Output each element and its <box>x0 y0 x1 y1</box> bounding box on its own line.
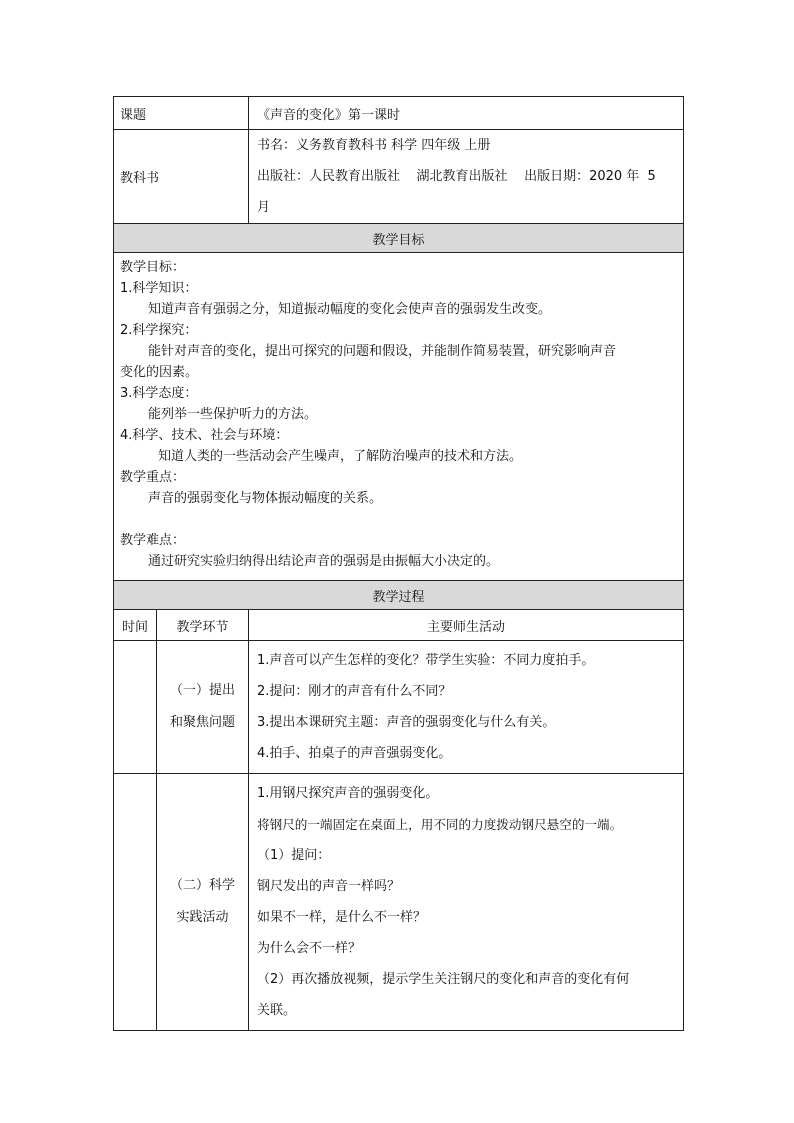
goal-line: 教学难点： <box>120 533 186 548</box>
stage-name <box>157 774 249 1031</box>
textbook-row <box>114 130 684 224</box>
activity-item: （2）再次播放视频，提示学生关注钢尺的变化和声音的变化有何 <box>257 972 630 987</box>
activity-item: 关联。 <box>257 1003 297 1018</box>
goal-line: 4.科学、技术、社会与环境： <box>120 428 289 443</box>
stage-name-line: （二）科学 <box>170 878 236 893</box>
goal-line: 1.科学知识： <box>120 281 198 296</box>
goal-line: 知道声音有强弱之分，知道振动幅度的变化会使声音的强弱发生改变。 <box>148 302 552 317</box>
stage-row <box>114 774 684 1031</box>
publisher-line: 出版社：人民教育出版社 湖北教育出版社 出版日期：2020 年 5 <box>257 169 656 184</box>
goal-line: 知道人类的一些活动会产生噪声，了解防治噪声的技术和方法。 <box>158 449 523 464</box>
topic-value: 《声音的变化》第一课时 <box>249 97 684 130</box>
stage-name-line: （一）提出 <box>170 683 236 698</box>
activity-item: 2.提问：刚才的声音有什么不同？ <box>257 684 452 699</box>
activity-item: 4.拍手、拍桌子的声音强弱变化。 <box>257 746 452 761</box>
time-cell <box>114 774 157 1031</box>
book-name: 书名：义务教育教科书 科学 四年级 上册 <box>257 138 491 153</box>
time-cell <box>114 641 157 774</box>
publisher-line-cont: 月 <box>257 200 271 215</box>
lesson-plan-page <box>113 96 683 1031</box>
process-header-row <box>114 581 684 610</box>
goals-list <box>120 257 677 572</box>
activity-item: 将钢尺的一端固定在桌面上，用不同的力度拨动钢尺悬空的一端。 <box>257 817 623 832</box>
textbook-info <box>249 130 684 224</box>
stage-header: 教学环节 <box>157 610 249 641</box>
goal-line: 2.科学探究： <box>120 323 198 338</box>
topic-label: 课题 <box>114 97 249 130</box>
goal-line: 能列举一些保护听力的方法。 <box>148 407 318 422</box>
goals-content <box>114 253 684 581</box>
activity-item: 钢尺发出的声音一样吗？ <box>257 879 401 894</box>
goal-line: 能针对声音的变化，提出可探究的问题和假设，并能制作简易装置，研究影响声音 <box>148 344 617 359</box>
stage-name-line: 和聚焦问题 <box>170 715 236 730</box>
activity-item: 如果不一样，是什么不一样？ <box>257 910 427 925</box>
stage-name <box>157 641 249 774</box>
lesson-plan-table <box>113 96 684 1031</box>
stage-name-line: 实践活动 <box>176 910 229 925</box>
goal-line: 声音的强弱变化与物体振动幅度的关系。 <box>148 491 383 506</box>
activity-header: 主要师生活动 <box>249 610 684 641</box>
stage-row <box>114 641 684 774</box>
process-column-headers <box>114 610 684 641</box>
activity-item: （1）提问： <box>257 848 331 863</box>
goals-content-row <box>114 253 684 581</box>
goal-line: 通过研究实验归纳得出结论声音的强弱是由振幅大小决定的。 <box>148 554 500 569</box>
blank-line <box>120 509 677 530</box>
activity-item: 3.提出本课研究主题：声音的强弱变化与什么有关。 <box>257 715 556 730</box>
topic-row <box>114 97 684 130</box>
process-section-title: 教学过程 <box>114 581 684 610</box>
goal-line: 3.科学态度： <box>120 386 198 401</box>
goals-header-row <box>114 224 684 253</box>
textbook-label: 教科书 <box>114 130 249 224</box>
goals-section-title: 教学目标 <box>114 224 684 253</box>
activity-item: 1.声音可以产生怎样的变化？带学生实验：不同力度拍手。 <box>257 653 595 668</box>
activity-item: 1.用钢尺探究声音的强弱变化。 <box>257 786 439 801</box>
activity-item: 为什么会不一样？ <box>257 941 362 956</box>
goal-line: 变化的因素。 <box>120 365 199 380</box>
goal-line: 教学目标： <box>120 260 186 275</box>
stage-activities <box>249 641 684 774</box>
goal-line: 教学重点： <box>120 470 186 485</box>
stage-activities <box>249 774 684 1031</box>
time-header: 时间 <box>114 610 157 641</box>
